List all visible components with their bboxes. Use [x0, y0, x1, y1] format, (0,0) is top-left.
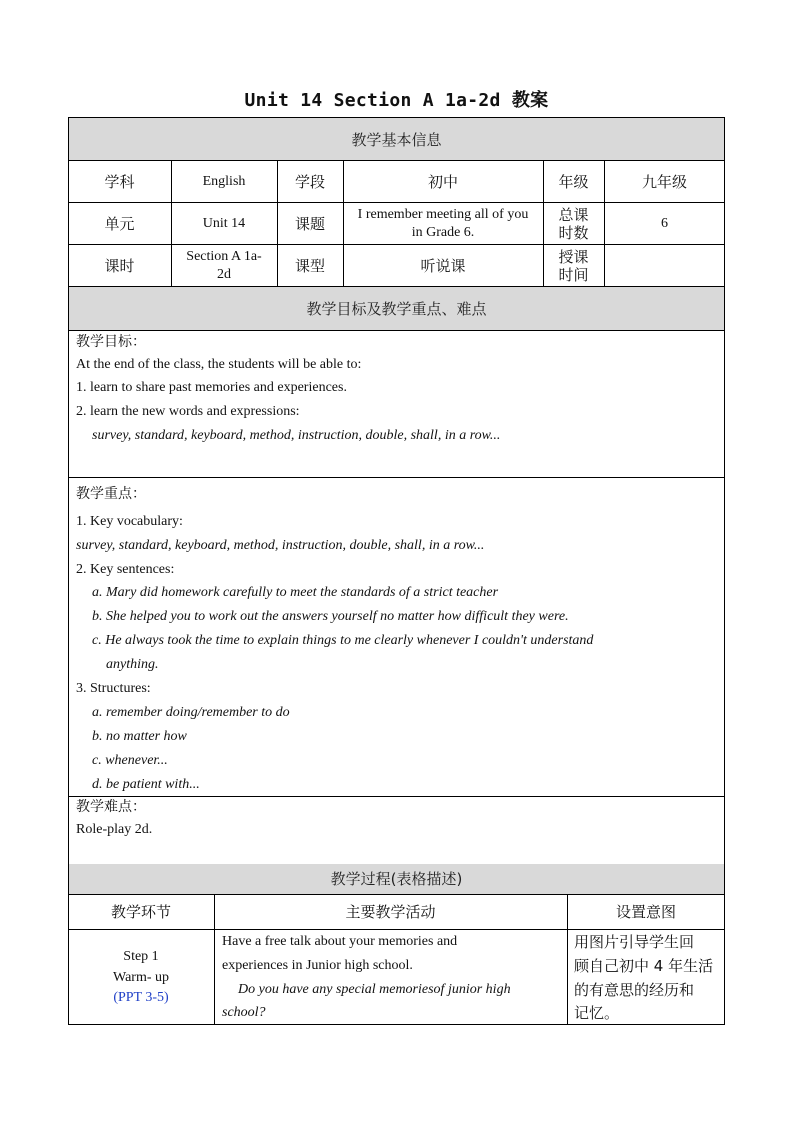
intent-line: 用图片引导学生回 [574, 933, 695, 951]
info-header: 教学基本信息 [68, 117, 725, 161]
sentence-a: a. Mary did homework carefully to meet the standards of a strict teacher [92, 585, 499, 600]
subject-value: English [202, 173, 246, 189]
lesson-type-value: 听说课 [420, 257, 466, 275]
column-activities: 主要教学活动 [345, 903, 436, 921]
sentence-c-cont: anything. [106, 657, 159, 672]
objectives-line: At the end of the class, the students will be able to: [76, 357, 362, 372]
grade-value: 九年级 [641, 172, 687, 191]
difficulty-text: Role-play 2d. [76, 822, 153, 837]
vocab-title: 1. Key vocabulary: [76, 514, 183, 529]
teaching-time-label: 授课时间 [558, 248, 589, 284]
difficulty-box [68, 796, 725, 865]
structure-item: c. whenever... [92, 753, 168, 768]
teaching-time-value [604, 245, 725, 287]
page-title: Unit 14 Section A 1a-2d 教案 [244, 90, 549, 111]
intent-line: 记忆。 [574, 1004, 620, 1022]
structure-item: b. no matter how [92, 729, 187, 744]
stage-value: 初中 [427, 172, 458, 191]
activity-line: experiences in Junior high school. [222, 958, 413, 973]
period-value: Section A 1a-2d [186, 249, 262, 282]
grade-label: 年级 [558, 172, 589, 191]
step-name: Step 1 [123, 949, 159, 964]
unit-label: 单元 [104, 214, 135, 233]
intent-line: 顾自己初中 4 年生活 [574, 957, 714, 975]
structure-item: d. be patient with... [92, 777, 200, 792]
objectives-line: 2. learn the new words and expressions: [76, 404, 300, 419]
objectives-label: 教学目标： [76, 334, 146, 350]
sentence-b: b. She helped you to work out the answers yourself no matter how difficult they were. [92, 609, 569, 624]
intent-line: 的有意思的经历和 [574, 981, 695, 999]
topic-label: 课题 [294, 214, 325, 233]
column-intent: 设置意图 [615, 903, 676, 921]
topic-value: I remember meeting all of you in Grade 6. [357, 206, 529, 240]
key-points-label: 教学重点： [76, 486, 146, 502]
step-sub: Warm- up [112, 970, 170, 985]
lesson-type-label: 课型 [294, 257, 325, 275]
activity-question: school? [222, 1005, 266, 1020]
objectives-line: 1. learn to share past memories and experiences. [76, 380, 347, 395]
column-stage: 教学环节 [110, 903, 171, 921]
total-periods-label: 总课时数 [558, 205, 589, 242]
period-label: 课时 [104, 257, 135, 275]
sentences-title: 2. Key sentences: [76, 562, 175, 577]
vocab-list: survey, standard, keyboard, method, instruction, double, shall, in a row... [76, 538, 485, 553]
sentence-c: c. He always took the time to explain things to me clearly whenever I couldn't understand [92, 633, 594, 648]
process-header: 教学过程(表格描述) [68, 864, 725, 895]
structures-title: 3. Structures: [76, 681, 151, 696]
step-ppt: (PPT 3-5) [113, 990, 169, 1005]
total-periods-value: 6 [661, 215, 668, 231]
difficulty-label: 教学难点： [76, 799, 146, 815]
unit-value: Unit 14 [202, 215, 246, 231]
stage-label: 学段 [294, 172, 325, 191]
objectives-vocab: survey, standard, keyboard, method, instruction, double, shall, in a row... [92, 428, 501, 443]
subject-label: 学科 [104, 172, 135, 191]
activity-line: Have a free talk about your memories and [222, 934, 458, 949]
structure-item: a. remember doing/remember to do [92, 705, 290, 720]
objectives-header: 教学目标及教学重点、难点 [68, 287, 725, 331]
activity-question: Do you have any special memoriesof junior high [238, 982, 511, 997]
